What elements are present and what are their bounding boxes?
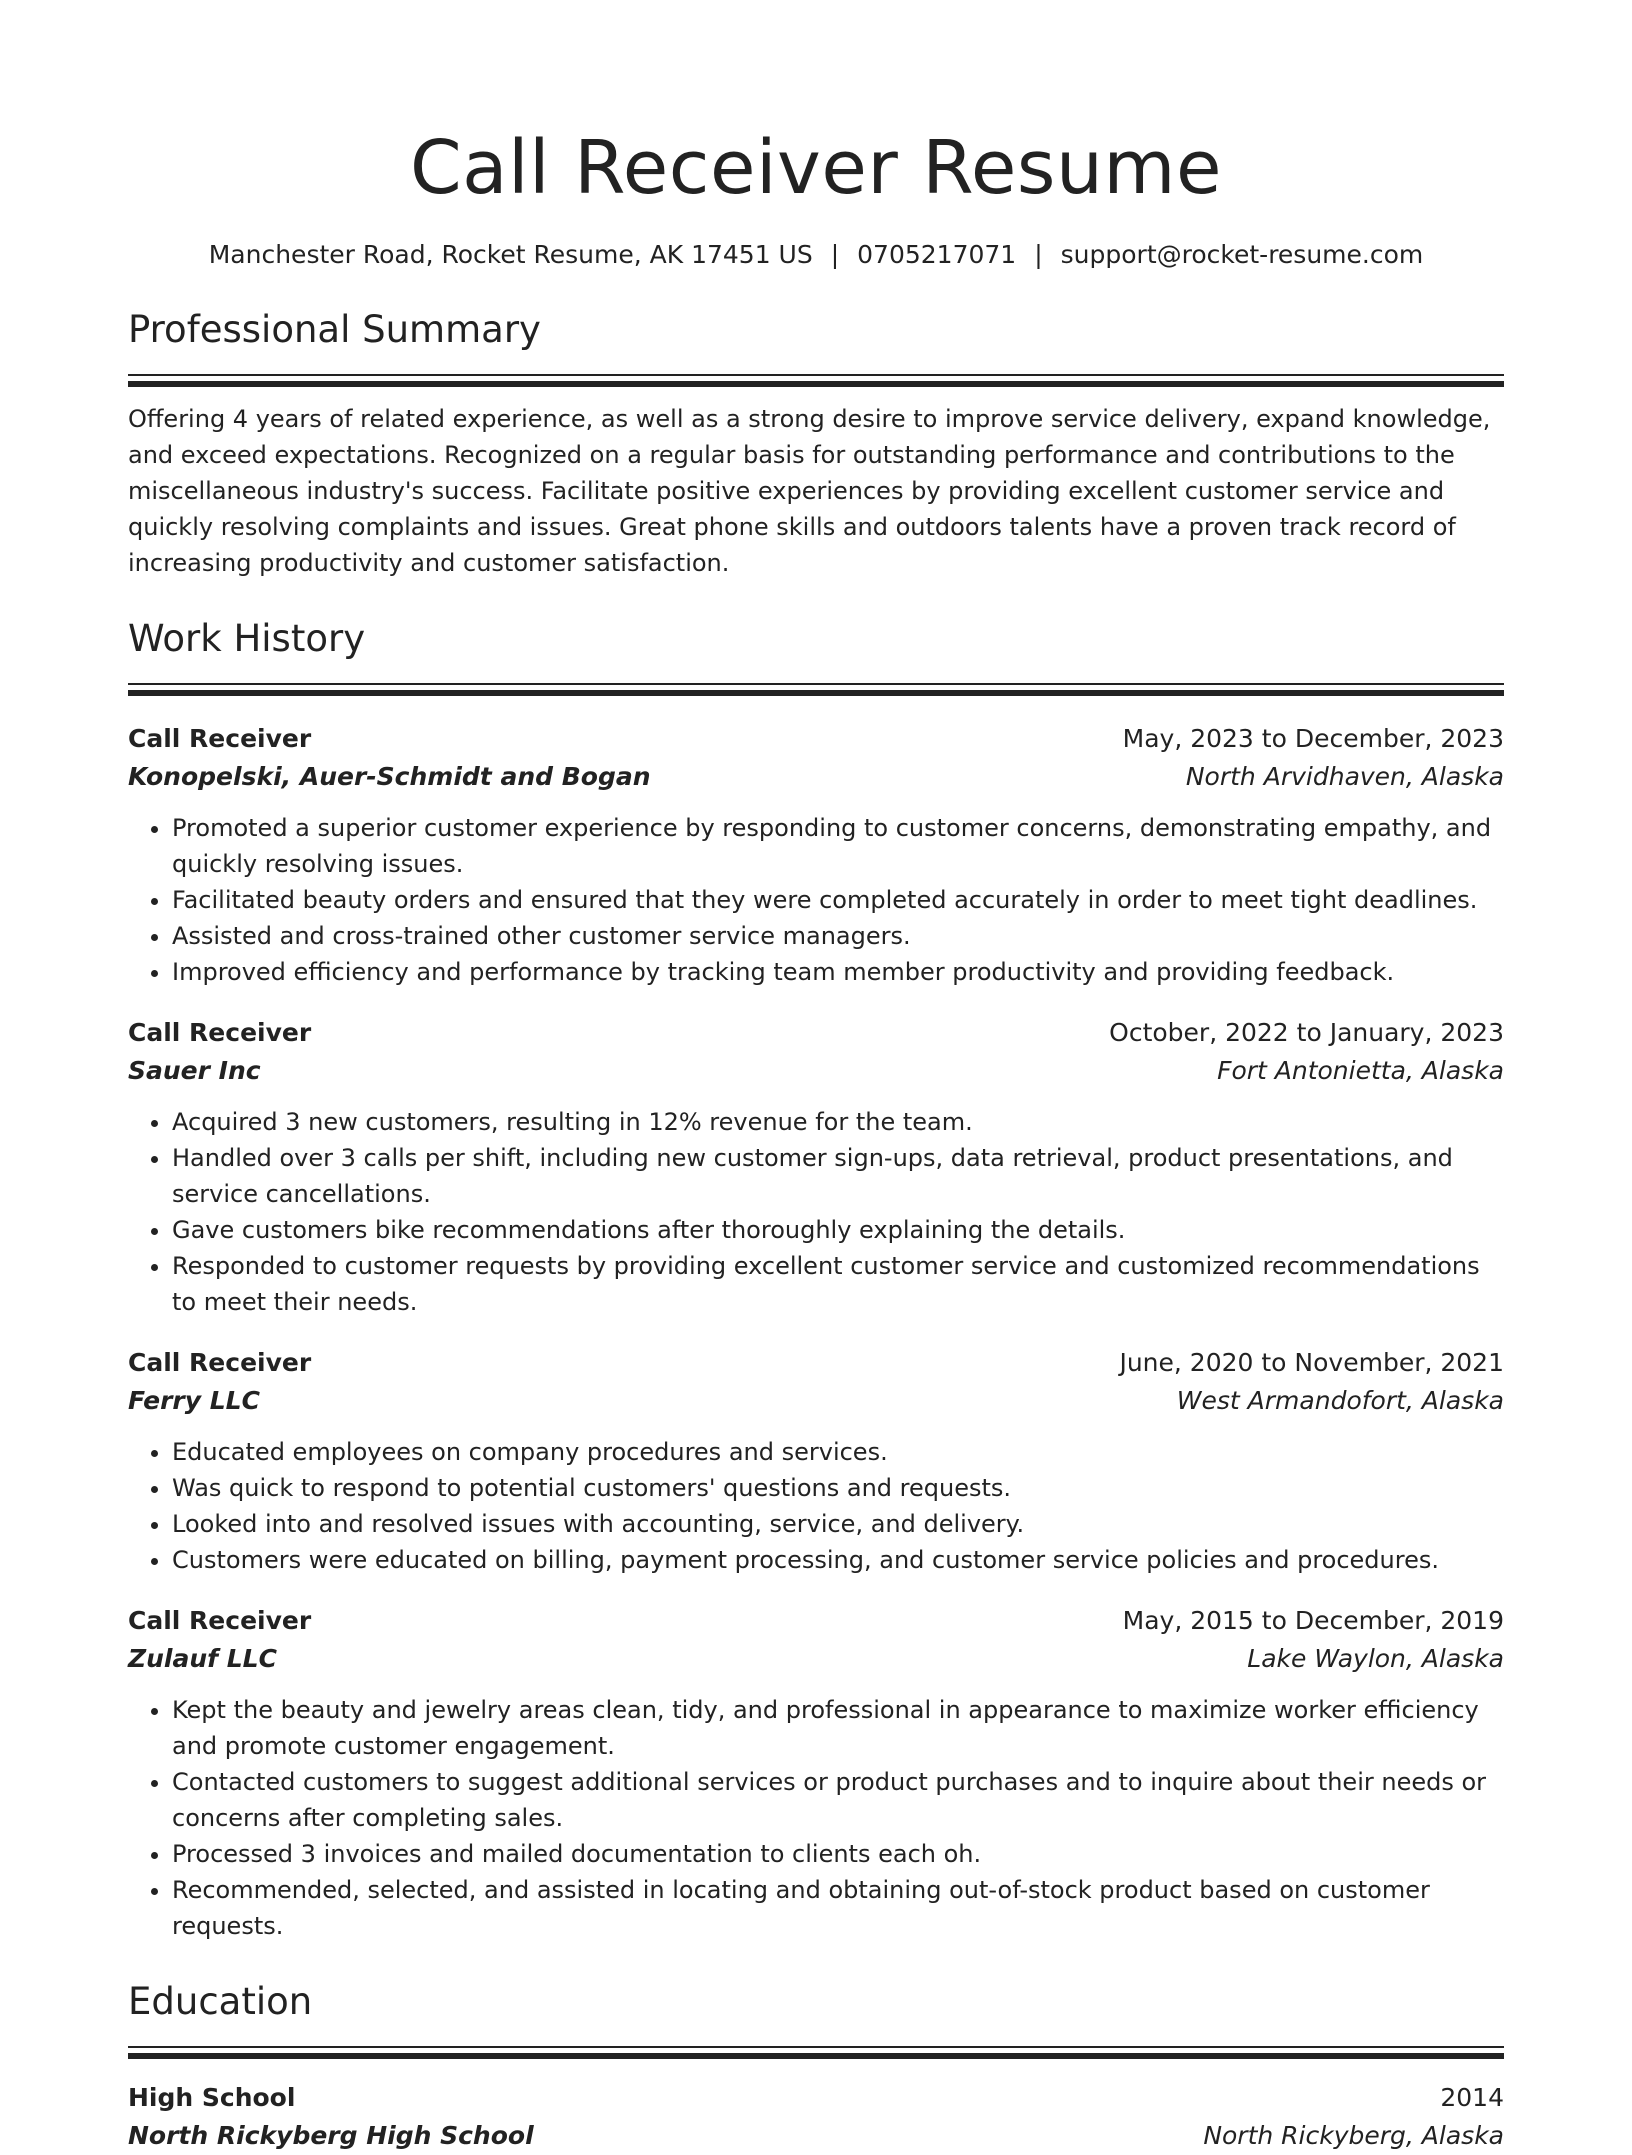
job-header-row: [128, 1602, 1504, 1640]
job-bullets: [128, 810, 1504, 990]
job-company-row: [128, 1640, 1504, 1678]
job-bullet: • Recommended, selected, and assisted in locating and obtaining out-of-stock product based on customer requests.: [172, 1872, 1504, 1944]
job-company: Konopelski, Auer-Schmidt and Bogan: [128, 762, 651, 791]
job-bullet: • Processed 3 invoices and mailed documentation to clients each oh.: [172, 1836, 1504, 1872]
job-bullet: • Handled over 3 calls per shift, including new customer sign-ups, data retrieval, product presentations, and service cancellations.: [172, 1140, 1504, 1212]
job-bullet: • Looked into and resolved issues with accounting, service, and delivery.: [172, 1506, 1504, 1542]
job-bullet: • Facilitated beauty orders and ensured that they were completed accurately in order to meet tight deadlines.: [172, 882, 1504, 918]
job-company-row: [128, 758, 1504, 796]
job-bullet: • Was quick to respond to potential customers' questions and requests.: [172, 1470, 1504, 1506]
job-bullet: • Kept the beauty and jewelry areas clean, tidy, and professional in appearance to maximize worker efficiency and promote customer engagement.: [172, 1692, 1504, 1764]
job-entry: [128, 1344, 1504, 1578]
summary-heading: Professional Summary: [128, 308, 541, 351]
section-divider: [128, 683, 1504, 696]
job-dates: October, 2022 to January, 2023: [1109, 1018, 1504, 1047]
job-dates: June, 2020 to November, 2021: [1119, 1348, 1504, 1377]
job-bullet: • Improved efficiency and performance by tracking team member productivity and providing feedback.: [172, 954, 1504, 990]
contact-separator: |: [830, 240, 840, 269]
job-header-row: [128, 1344, 1504, 1382]
job-company-row: [128, 1382, 1504, 1420]
job-location: Lake Waylon, Alaska: [1247, 1644, 1504, 1673]
job-location: North Arvidhaven, Alaska: [1185, 762, 1504, 791]
education-header-row: [128, 2079, 1504, 2117]
education-school-row: [128, 2117, 1504, 2155]
job-bullet: • Promoted a superior customer experience by responding to customer concerns, demonstrating empathy, and quickly resolving issues.: [172, 810, 1504, 882]
job-location: West Armandofort, Alaska: [1176, 1386, 1504, 1415]
job-bullet: • Assisted and cross-trained other customer service managers.: [172, 918, 1504, 954]
contact-line: [128, 238, 1504, 272]
job-entry: [128, 1014, 1504, 1320]
job-bullets: [128, 1692, 1504, 1944]
education-location: North Rickyberg, Alaska: [1203, 2121, 1504, 2150]
job-entry: [128, 1602, 1504, 1944]
education-year: 2014: [1440, 2083, 1504, 2112]
job-dates: May, 2023 to December, 2023: [1122, 724, 1504, 753]
job-bullet: • Acquired 3 new customers, resulting in 12% revenue for the team.: [172, 1104, 1504, 1140]
education-section: [128, 1978, 1504, 2155]
summary-section: [128, 306, 1504, 581]
job-bullet: • Responded to customer requests by providing excellent customer service and customized recommendations to meet their needs.: [172, 1248, 1504, 1320]
job-bullets: [128, 1104, 1504, 1320]
job-company: Zulauf LLC: [128, 1644, 277, 1673]
education-school: North Rickyberg High School: [128, 2121, 534, 2150]
job-bullet: • Customers were educated on billing, payment processing, and customer service policies and procedures.: [172, 1542, 1504, 1578]
education-heading: Education: [128, 1980, 313, 2023]
job-dates: May, 2015 to December, 2019: [1122, 1606, 1504, 1635]
job-bullets: [128, 1434, 1504, 1578]
work-history-heading: Work History: [128, 617, 366, 660]
job-bullet: • Contacted customers to suggest additional services or product purchases and to inquire about their needs or concerns after completing sales.: [172, 1764, 1504, 1836]
job-title: Call Receiver: [128, 1606, 312, 1635]
contact-phone: 0705217071: [857, 240, 1017, 269]
job-title: Call Receiver: [128, 1348, 312, 1377]
contact-email: support@rocket-resume.com: [1060, 240, 1424, 269]
section-divider: [128, 2046, 1504, 2059]
job-header-row: [128, 720, 1504, 758]
job-title: Call Receiver: [128, 1018, 312, 1047]
job-bullet: • Educated employees on company procedures and services.: [172, 1434, 1504, 1470]
job-bullet: • Gave customers bike recommendations after thoroughly explaining the details.: [172, 1212, 1504, 1248]
job-title: Call Receiver: [128, 724, 312, 753]
education-entry: [128, 2079, 1504, 2155]
contact-address: Manchester Road, Rocket Resume, AK 17451 US: [208, 240, 813, 269]
section-divider: [128, 374, 1504, 387]
job-company: Ferry LLC: [128, 1386, 260, 1415]
job-location: Fort Antonietta, Alaska: [1217, 1056, 1504, 1085]
education-degree: High School: [128, 2083, 296, 2112]
contact-separator: |: [1034, 240, 1043, 269]
job-header-row: [128, 1014, 1504, 1052]
summary-text: Offering 4 years of related experience, as well as a strong desire to improve service delivery, expand knowledge, and exceed expectations. Recognized on a regular basis for outstanding performance and contributions to the miscellaneous industry's success. Facilitate positive experiences by providing excellent customer service and quickly resolving complaints and issues. Great phone skills and outdoors talents have a proven track record of increasing productivity and customer satisfaction.: [128, 405, 1491, 577]
resume-title: Call Receiver Resume: [409, 125, 1222, 211]
work-history-section: [128, 615, 1504, 1944]
job-company-row: [128, 1052, 1504, 1090]
job-company: Sauer Inc: [128, 1056, 261, 1085]
job-entry: [128, 720, 1504, 990]
